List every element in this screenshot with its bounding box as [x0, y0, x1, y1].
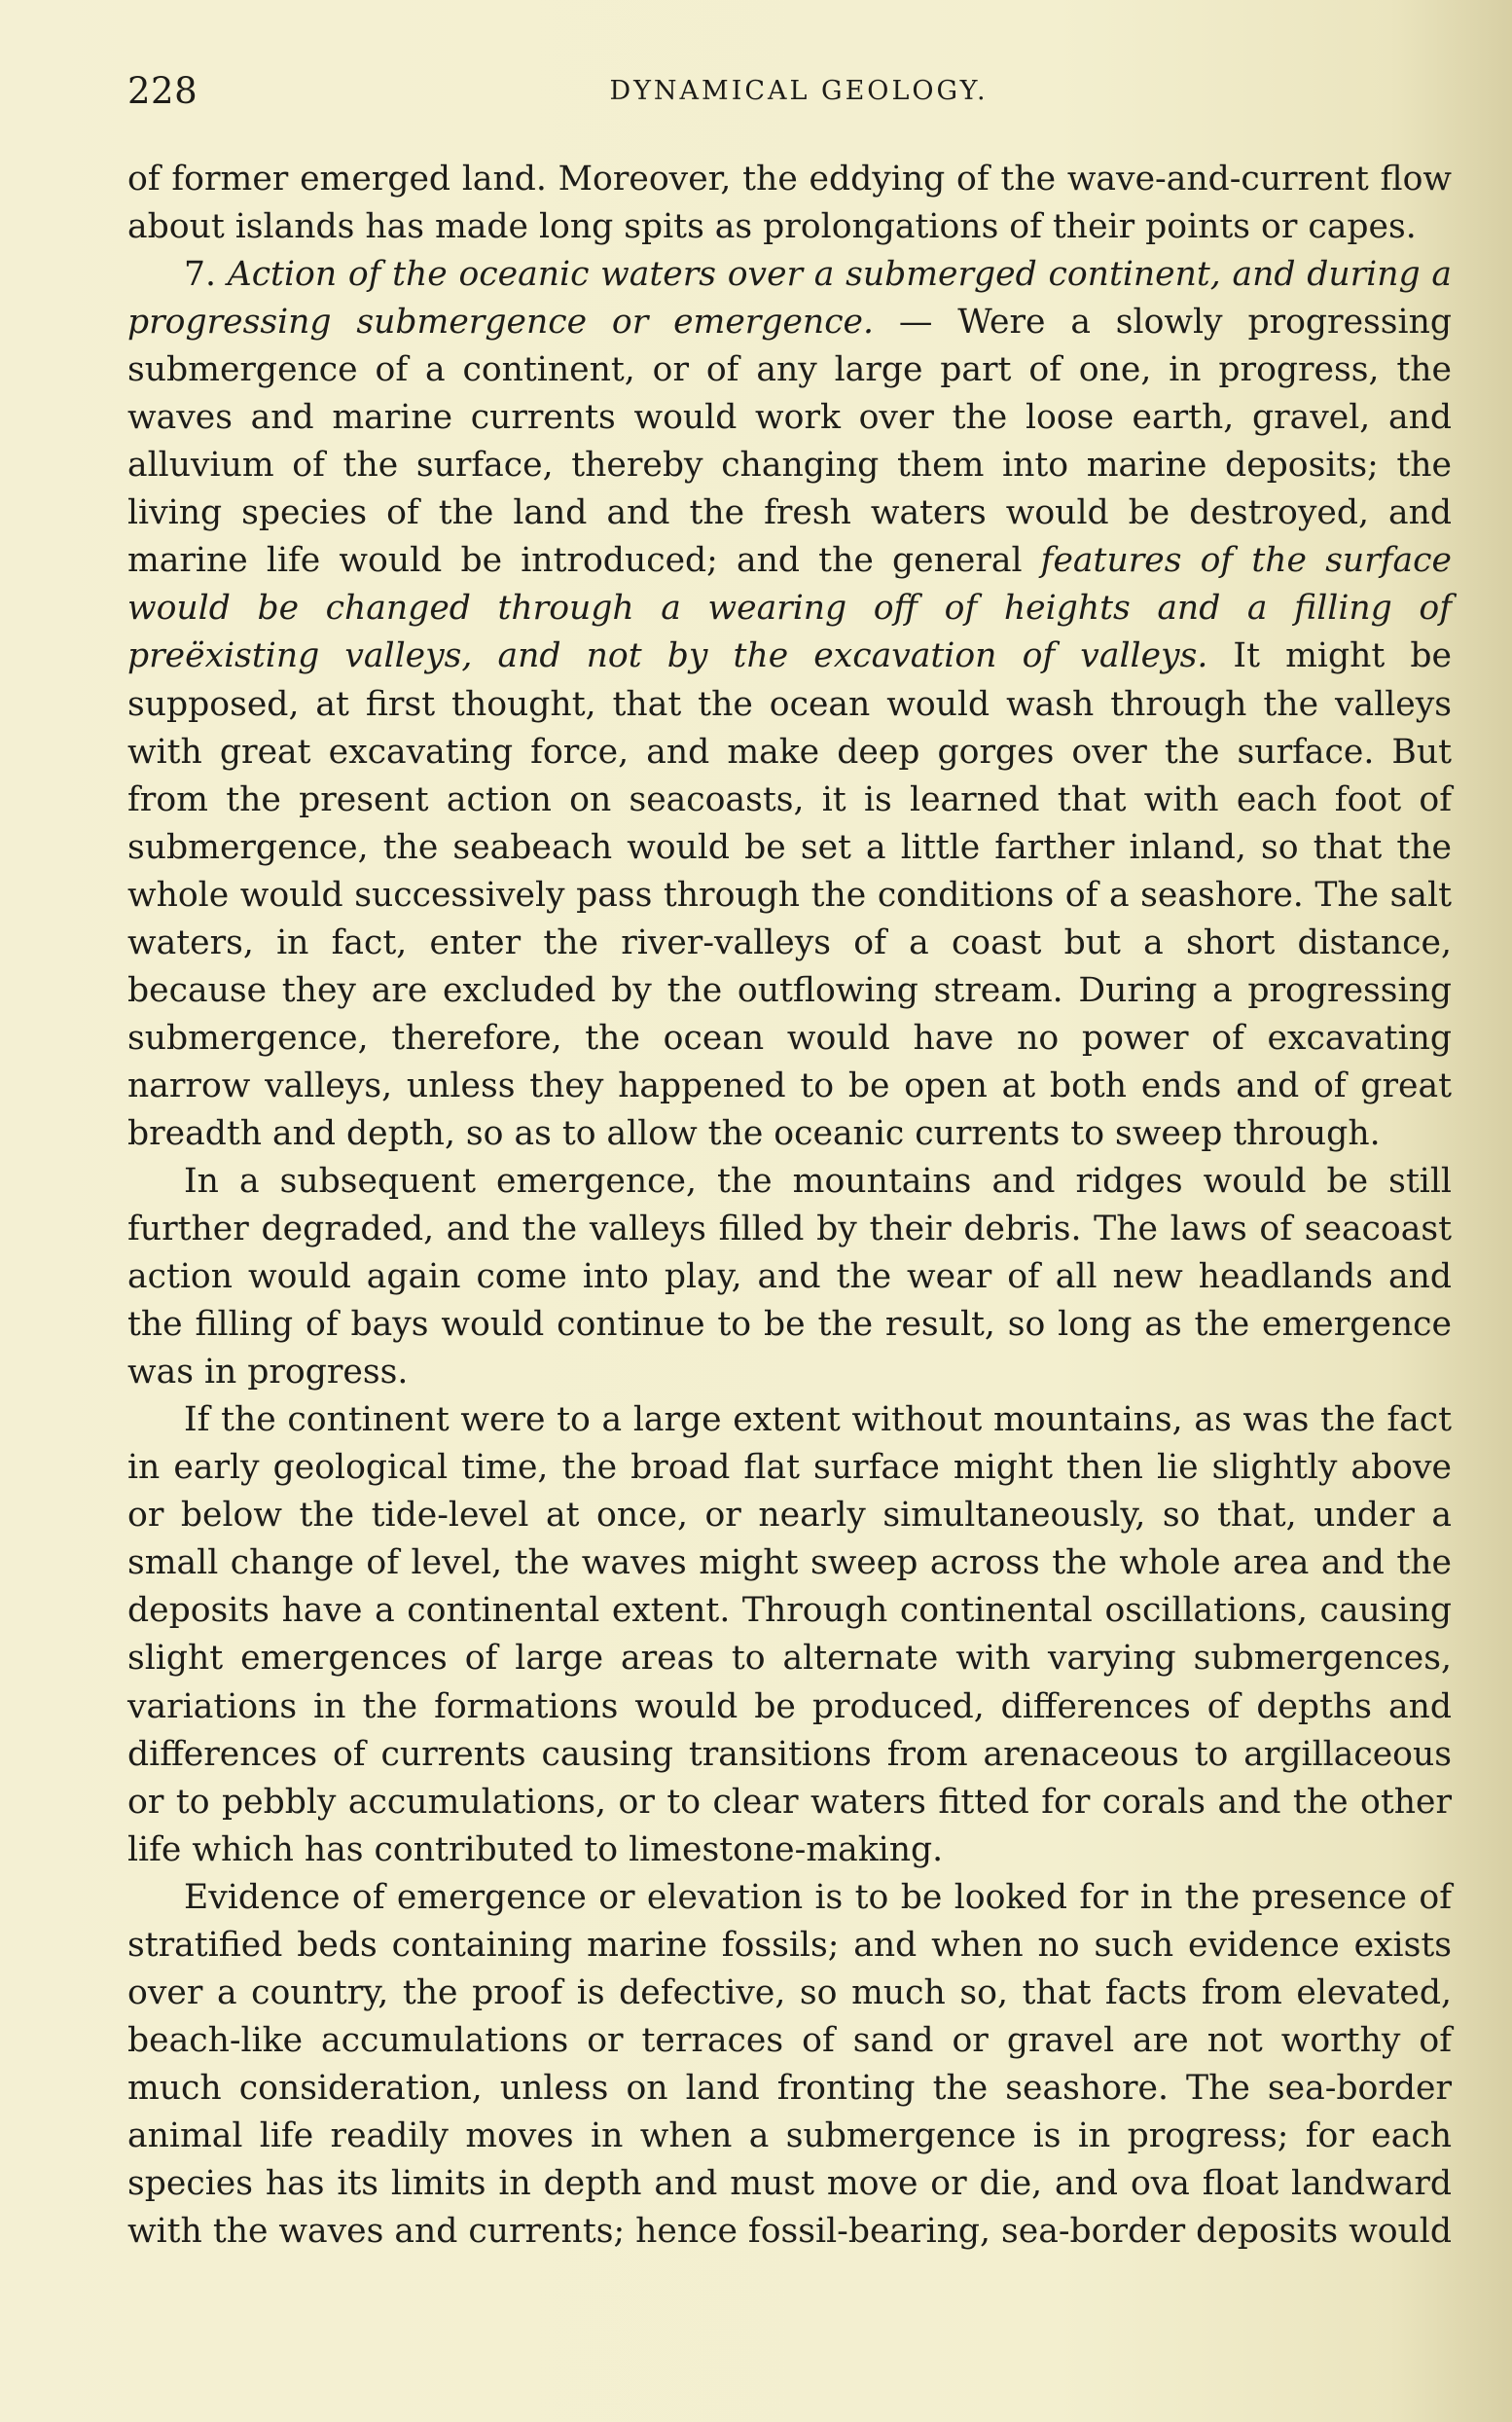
section-number: 7. [184, 255, 216, 295]
paragraph-emergence: In a subsequent emergence, the mountains and ridges would be still further degraded, and the valleys filled by their debris. The laws of seacoast action would again come into play, and the wear of all new headlands and the filling of bays would continue to be the result, so long as the emergence was in progress. [127, 1161, 1452, 1392]
running-head [127, 70, 1451, 119]
page-number: 228 [127, 70, 198, 112]
paragraph-text: It might be supposed, at first thought, that the ocean would wash through the valleys with great excavating force, and make deep gorges over the surface. But from the present action on seacoasts, it is learned that with each foot of submergence, the seabeach would be set a little farther inland, so that the whole would successively pass through the conditions of a seashore. The salt waters, in fact, enter the river-valleys of a coast but a short distance, because they are excluded by the outflowing stream. During a progressing submergence, therefore, the ocean would have no power of excavating narrow valleys, unless they happened to be open at both ends and of great breadth and depth, so as to allow the oceanic currents to sweep through. [127, 636, 1452, 1153]
paragraph-continuation: of former emerged land. Moreover, the eddying of the wave-and-current flow about islands has made long spits as prolongations of their points or capes. [127, 160, 1452, 247]
paragraph-evidence: Evidence of emergence or elevation is to be looked for in the presence of stratified beds containing marine fossils; and when no such evidence exists over a country, the proof is defective, so much so, that facts from elevated, beach-like accumulations or terraces of sand or gravel are not worthy of much consideration, unless on land fronting the seashore. The sea-border animal life readily moves in when a submergence is in progress; for each species has its limits in depth and must move or die, and ova float landward with the waves and currents; hence fossil-bearing, sea-border deposits would [127, 1877, 1452, 2252]
section-heading: Action of the oceanic waters over a submerged continent, and during a progressing submergence or emergence. [127, 255, 1452, 343]
running-title: DYNAMICAL GEOLOGY. [609, 76, 989, 106]
paragraph-text: Were a slowly progressing submergence of a continent, or of any large part of one, in progress, the waves and marine currents would work over the loose earth, gravel, and alluvium of the surface, thereby changing them into marine deposits; the living species of the land and the fresh waters would be destroyed, and marine life would be introduced; and the general [127, 303, 1453, 581]
paragraph-continent: If the continent were to a large extent without mountains, as was the fact in early geological time, the broad flat surface might then lie slightly above or below the tide-level at once, or nearly simultaneously, so that, under a small change of level, the waves might sweep across the whole area and the deposits have a continental extent. Through continental oscillations, causing slight emergences of large areas to alternate with varying submergences, variations in the formations would be produced, differences of depths and differences of currents causing transitions from arenaceous to argillaceous or to pebbly accumulations, or to clear waters fitted for corals and the other life which has contributed to limestone-making. [127, 1400, 1452, 1869]
body-text [127, 156, 1452, 2256]
emphasized-text: features of the surface would be changed through a wearing off of heights and a filling of preëxisting valleys, and not by the excavation of valleys. [127, 541, 1452, 676]
paragraph-section-7 [127, 251, 1452, 1158]
heading-dash: — [874, 303, 958, 343]
